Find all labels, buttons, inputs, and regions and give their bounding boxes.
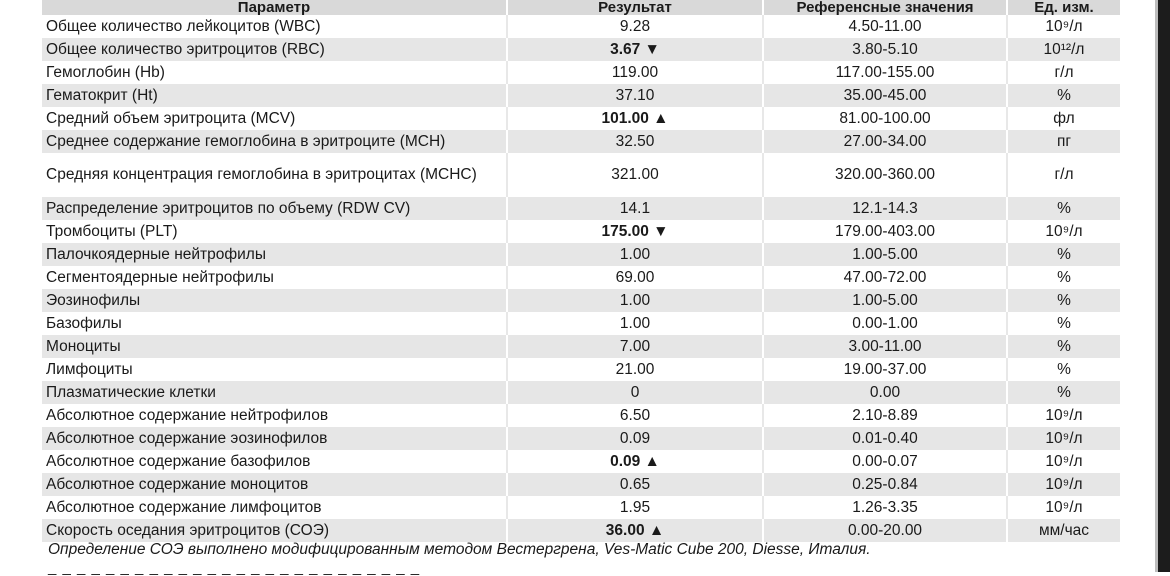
- unit-cell: %: [1007, 312, 1120, 335]
- result-cell: 3.67 ▼: [507, 38, 763, 61]
- unit-cell: %: [1007, 266, 1120, 289]
- reference-cell: 320.00-360.00: [763, 153, 1007, 197]
- table-row: [42, 61, 1120, 84]
- reference-cell: 1.00-5.00: [763, 289, 1007, 312]
- unit-cell: 10⁹/л: [1007, 404, 1120, 427]
- unit-cell: 10⁹/л: [1007, 220, 1120, 243]
- reference-cell: 0.00-20.00: [763, 519, 1007, 542]
- reference-cell: 3.00-11.00: [763, 335, 1007, 358]
- header-unit: Ед. изм.: [1007, 0, 1120, 15]
- esr-method-note: Определение СОЭ выполнено модифицированным методом Вестергрена, Ves-Matic Cube 200, Diesse, Италия.: [48, 541, 871, 558]
- parameter-cell: Распределение эритроцитов по объему (RDW CV): [42, 197, 507, 220]
- table-row: [42, 312, 1120, 335]
- result-cell: 0: [507, 381, 763, 404]
- page-edge: [1158, 0, 1170, 572]
- result-cell: 37.10: [507, 84, 763, 107]
- reference-cell: 47.00-72.00: [763, 266, 1007, 289]
- parameter-cell: Палочкоядерные нейтрофилы: [42, 243, 507, 266]
- table-row: [42, 38, 1120, 61]
- reference-cell: 0.00: [763, 381, 1007, 404]
- table-row: [42, 266, 1120, 289]
- parameter-cell: Гемоглобин (Hb): [46, 63, 165, 81]
- reference-cell: 0.00-0.07: [763, 450, 1007, 473]
- unit-cell: 10⁹/л: [1007, 15, 1120, 38]
- table-row: [42, 335, 1120, 358]
- result-cell: 1.00: [507, 243, 763, 266]
- result-cell: 0.09 ▲: [507, 450, 763, 473]
- reference-cell: 2.10-8.89: [763, 404, 1007, 427]
- results-table: [42, 0, 1120, 542]
- parameter-cell: Базофилы: [46, 314, 122, 332]
- result-cell: 21.00: [507, 358, 763, 381]
- table-row: [42, 15, 1120, 38]
- result-cell: 0.09: [507, 427, 763, 450]
- unit-cell: 10¹²/л: [1007, 38, 1120, 61]
- unit-cell: мм/час: [1007, 519, 1120, 542]
- reference-cell: 179.00-403.00: [763, 220, 1007, 243]
- unit-cell: %: [1007, 381, 1120, 404]
- result-cell: 1.00: [507, 312, 763, 335]
- unit-cell: 10⁹/л: [1007, 450, 1120, 473]
- parameter-cell: Абсолютное содержание моноцитов: [42, 473, 507, 496]
- unit-cell: г/л: [1007, 61, 1120, 84]
- parameter-cell: Общее количество эритроцитов (RBC): [42, 38, 507, 61]
- table-body: [42, 15, 1120, 542]
- unit-cell: пг: [1007, 130, 1120, 153]
- reference-cell: 1.26-3.35: [763, 496, 1007, 519]
- reference-cell: 4.50-11.00: [763, 15, 1007, 38]
- table-row: [42, 197, 1120, 220]
- reference-cell: 81.00-100.00: [763, 107, 1007, 130]
- parameter-cell: Средняя концентрация гемоглобина в эритроцитах (MCHC): [46, 166, 477, 183]
- table-row: [42, 243, 1120, 266]
- table-row: [42, 153, 1120, 197]
- parameter-cell: Эозинофилы: [42, 289, 507, 312]
- table-row: [42, 381, 1120, 404]
- header-parameter: Параметр: [237, 0, 311, 16]
- table-row: [42, 519, 1120, 542]
- reference-cell: 0.00-1.00: [763, 312, 1007, 335]
- unit-cell: 10⁹/л: [1007, 473, 1120, 496]
- table-row: [42, 450, 1120, 473]
- parameter-cell: Абсолютное содержание базофилов: [46, 452, 311, 470]
- reference-cell: 27.00-34.00: [763, 130, 1007, 153]
- table-row: [42, 107, 1120, 130]
- cut-off-text-line: _ _ _ _ _ _ _ _ _ _ _ _ _ _ _ _ _ _ _ _ _ _ _ _ _ _: [48, 559, 421, 576]
- reference-cell: 0.01-0.40: [763, 427, 1007, 450]
- parameter-cell: Сегментоядерные нейтрофилы: [46, 268, 274, 286]
- parameter-cell: Тромбоциты (PLT): [46, 222, 178, 240]
- reference-cell: 19.00-37.00: [763, 358, 1007, 381]
- header-reference: Референсные значения: [763, 0, 1007, 15]
- reference-cell: 1.00-5.00: [763, 243, 1007, 266]
- parameter-cell: Скорость оседания эритроцитов (СОЭ): [42, 519, 507, 542]
- result-cell: 7.00: [507, 335, 763, 358]
- unit-cell: %: [1007, 197, 1120, 220]
- lab-results-sheet: [42, 0, 1120, 542]
- parameter-cell: Плазматические клетки: [42, 381, 507, 404]
- reference-cell: 12.1-14.3: [763, 197, 1007, 220]
- unit-cell: %: [1007, 335, 1120, 358]
- unit-cell: г/л: [1007, 153, 1120, 197]
- unit-cell: %: [1007, 289, 1120, 312]
- parameter-cell: Абсолютное содержание нейтрофилов: [46, 406, 329, 424]
- result-cell: 9.28: [507, 15, 763, 38]
- header-result: Результат: [507, 0, 763, 15]
- result-cell: 32.50: [507, 130, 763, 153]
- table-row: [42, 404, 1120, 427]
- unit-cell: %: [1007, 243, 1120, 266]
- unit-cell: 10⁹/л: [1007, 427, 1120, 450]
- table-row: [42, 473, 1120, 496]
- parameter-cell: Лимфоциты: [46, 360, 133, 378]
- result-cell: 14.1: [507, 197, 763, 220]
- unit-cell: %: [1007, 358, 1120, 381]
- reference-cell: 3.80-5.10: [763, 38, 1007, 61]
- unit-cell: %: [1007, 84, 1120, 107]
- unit-cell: 10⁹/л: [1007, 496, 1120, 519]
- unit-cell: фл: [1007, 107, 1120, 130]
- result-cell: 1.00: [507, 289, 763, 312]
- parameter-cell: Абсолютное содержание эозинофилов: [42, 427, 507, 450]
- result-cell: 175.00 ▼: [507, 220, 763, 243]
- parameter-cell: Средний объем эритроцита (MCV): [46, 109, 296, 127]
- result-cell: 36.00 ▲: [507, 519, 763, 542]
- reference-cell: 117.00-155.00: [763, 61, 1007, 84]
- parameter-cell: Абсолютное содержание лимфоцитов: [46, 498, 322, 516]
- result-cell: 69.00: [507, 266, 763, 289]
- table-row: [42, 427, 1120, 450]
- result-cell: 1.95: [507, 496, 763, 519]
- table-row: [42, 130, 1120, 153]
- reference-cell: 0.25-0.84: [763, 473, 1007, 496]
- table-row: [42, 289, 1120, 312]
- table-header: [42, 0, 1120, 15]
- table-row: [42, 358, 1120, 381]
- parameter-cell: Среднее содержание гемоглобина в эритроците (MCH): [42, 130, 507, 153]
- result-cell: 321.00: [507, 153, 763, 197]
- table-row: [42, 84, 1120, 107]
- table-row: [42, 220, 1120, 243]
- parameter-cell: Общее количество лейкоцитов (WBC): [46, 17, 321, 35]
- reference-cell: 35.00-45.00: [763, 84, 1007, 107]
- parameter-cell: Моноциты: [42, 335, 507, 358]
- result-cell: 101.00 ▲: [507, 107, 763, 130]
- result-cell: 0.65: [507, 473, 763, 496]
- table-row: [42, 496, 1120, 519]
- parameter-cell: Гематокрит (Ht): [42, 84, 507, 107]
- result-cell: 6.50: [507, 404, 763, 427]
- result-cell: 119.00: [507, 61, 763, 84]
